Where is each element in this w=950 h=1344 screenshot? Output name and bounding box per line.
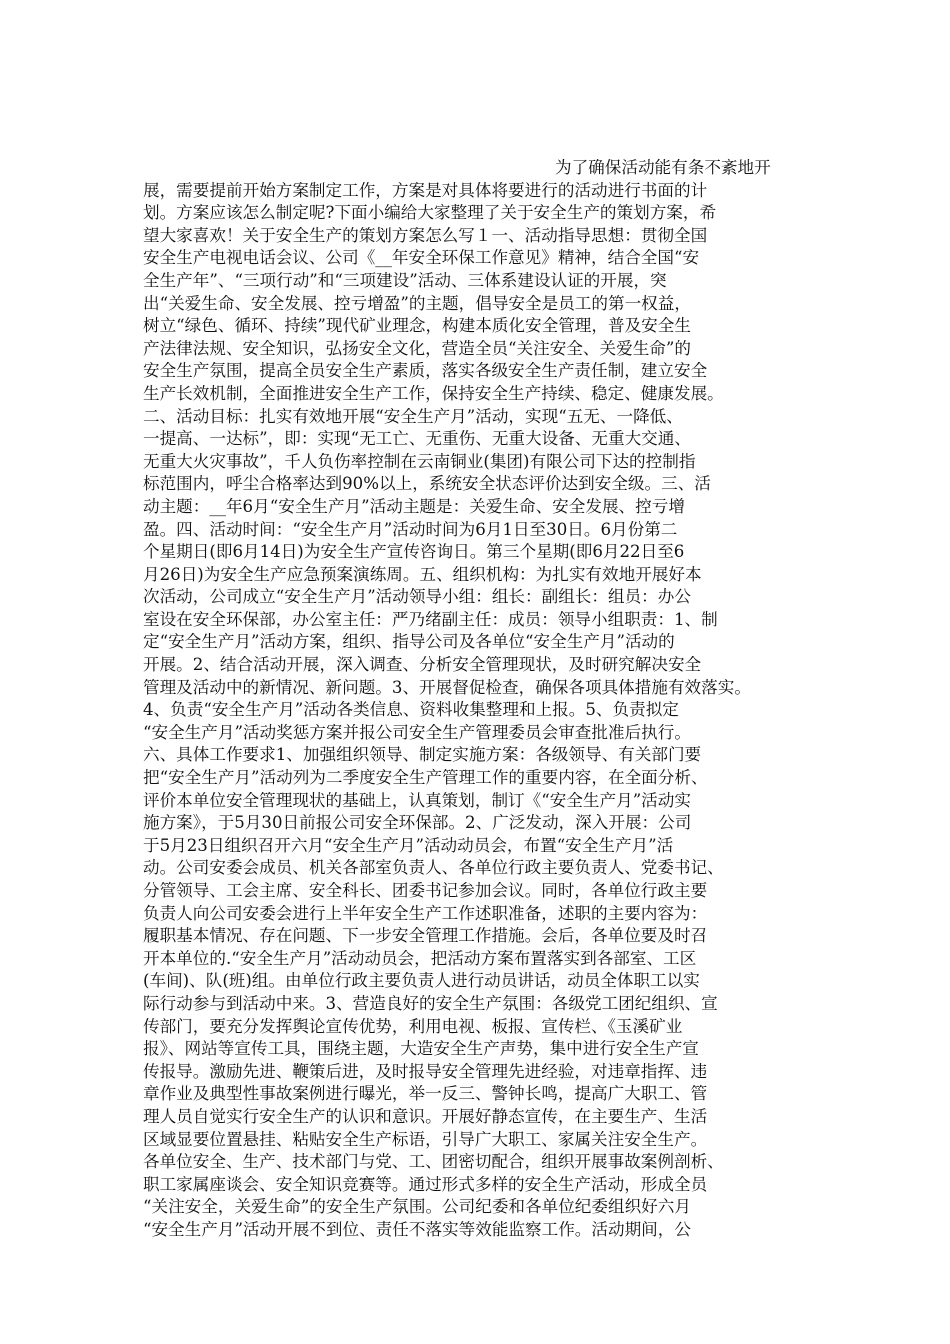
text-line: 划。方案应该怎么制定呢?下面小编给大家整理了关于安全生产的策划方案，希: [143, 203, 717, 223]
text-line: 六、具体工作要求1、加强组织领导、制定实施方案：各级领导、有关部门要: [143, 745, 702, 765]
text-line: 开本单位的.“安全生产月”活动动员会，把活动方案布置落实到各部室、工区: [143, 948, 697, 968]
text-line: 际行动参与到活动中来。3、营造良好的安全生产氛围：各级党工团纪组织、宣: [143, 993, 718, 1013]
text-line: 月26日)为安全生产应急预案演练周。五、组织机构：为扎实有效地开展好本: [143, 564, 702, 584]
text-line: 次活动，公司成立“安全生产月”活动领导小组：组长：副组长：组员：办公: [143, 587, 691, 607]
text-line: 把“安全生产月”活动列为二季度安全生产管理工作的重要内容，在全面分析、: [143, 768, 708, 788]
text-line: 个星期日(即6月14日)为安全生产宣传咨询日。第三个星期(即6月22日至6: [143, 542, 685, 562]
text-line: 动。公司安委会成员、机关各部室负责人、各单位行政主要负责人、党委书记、: [143, 858, 724, 878]
text-line: “安全生产月”活动开展不到位、责任不落实等效能监察工作。活动期间，公: [143, 1219, 691, 1239]
text-line: 室设在安全环保部，办公室主任：严乃绪副主任：成员：领导小组职责：1、制: [143, 609, 718, 629]
text-line: 传报导。激励先进、鞭策后进，及时报导安全管理先进经验，对违章指挥、违: [143, 1061, 708, 1081]
text-line: 于5月23日组织召开六月“安全生产月”活动动员会，布置“安全生产月”活: [143, 835, 674, 855]
text-line: 标范围内，呼尘合格率达到90%以上，系统安全状态评价达到安全级。三、活: [143, 474, 711, 494]
text-line: “关注安全，关爱生命”的安全生产氛围。公司纪委和各单位纪委组织好六月: [143, 1197, 691, 1217]
text-line: 章作业及典型性事故案例进行曝光，举一反三、警钟长鸣，提高广大职工、管: [143, 1084, 708, 1104]
text-line: 区域显要位置悬挂、粘贴安全生产标语，引导广大职工、家属关注安全生产。: [143, 1129, 708, 1149]
text-line: 盈。四、活动时间：“安全生产月”活动时间为6月1日至30日。6月份第二: [143, 519, 678, 539]
text-line: 理人员自觉实行安全生产的认识和意识。开展好静态宣传，在主要生产、生活: [143, 1106, 708, 1126]
text-line: 展，需要提前开始方案制定工作，方案是对具体将要进行的活动进行书面的计: [143, 180, 708, 200]
text-line: (车间)、队(班)组。由单位行政主要负责人进行动员讲话，动员全体职工以实: [143, 971, 700, 991]
text-line: 全生产年”、“三项行动”和“三项建设”活动、三体系建设认证的开展，突: [143, 270, 667, 290]
text-line: 分管领导、工会主席、安全科长、团委书记参加会议。同时，各单位行政主要: [143, 881, 708, 900]
text-line: 职工家属座谈会、安全知识竞赛等。通过形式多样的安全生产活动，形成全员: [143, 1174, 708, 1194]
text-line: 4、负责“安全生产月”活动各类信息、资料收集整理和上报。5、负责拟定: [143, 700, 679, 720]
text-line: 出“关爱生命、安全发展、控亏增盈”的主题，倡导安全是员工的第一权益，: [143, 293, 691, 313]
text-line: 施方案》，于5月30日前报公司安全环保部。2、广泛发动，深入开展：公司: [143, 813, 692, 833]
text-line: 为了确保活动能有条不紊地开: [555, 158, 771, 177]
text-line: 定“安全生产月”活动方案，组织、指导公司及各单位“安全生产月”活动的: [143, 632, 675, 652]
text-line: “安全生产月”活动奖惩方案并报公司安全生产管理委员会审查批准后执行。: [143, 722, 691, 742]
text-line: 动主题：__年6月“安全生产月”活动主题是：关爱生命、安全发展、控亏增: [143, 496, 685, 516]
text-line: 无重大火灾事故”，千人负伤率控制在云南铜业(集团)有限公司下达的控制指: [143, 451, 696, 471]
text-line: 履职基本情况、存在问题、下一步安全管理工作措施。会后，各单位要及时召: [143, 926, 708, 946]
text-line: 生产长效机制，全面推进安全生产工作，保持安全生产持续、稳定、健康发展。: [143, 383, 724, 403]
text-line: 各单位安全、生产、技术部门与党、工、团密切配合，组织开展事故案例剖析、: [143, 1152, 724, 1172]
text-line: 管理及活动中的新情况、新问题。3、开展督促检查，确保各项具体措施有效落实。: [143, 677, 751, 697]
text-line: 一提高、一达标”，即：实现“无工亡、无重伤、无重大设备、无重大交通、: [143, 429, 691, 449]
text-line: 望大家喜欢！关于安全生产的策划方案怎么写１一、活动指导思想：贯彻全国: [143, 225, 708, 245]
body-text: [143, 157, 823, 1242]
text-line: 传部门，要充分发挥舆论宣传优势，利用电视、板报、宣传栏、《玉溪矿业: [143, 1016, 683, 1036]
text-line: 二、活动目标：扎实有效地开展“安全生产月”活动，实现“五无、一降低、: [143, 406, 683, 426]
text-line: 安全生产电视电话会议、公司《__年安全环保工作意见》精神，结合全国“安: [143, 248, 700, 268]
text-line: 负责人向公司安委会进行上半年安全生产工作述职准备，述职的主要内容为：: [143, 903, 708, 923]
text-line: 树立“绿色、循环、持续”现代矿业理念，构建本质化安全管理，普及安全生: [143, 316, 691, 336]
text-line: 开展。2、结合活动开展，深入调查、分析安全管理现状，及时研究解决安全: [143, 655, 702, 675]
text-line: 产法律法规、安全知识，弘扬安全文化，营造全员“关注安全、关爱生命”的: [143, 338, 691, 358]
text-line: 报》、网站等宣传工具，围绕主题，大造安全生产声势，集中进行安全生产宣: [143, 1039, 699, 1059]
text-line: 安全生产氛围，提高全员安全生产素质，落实各级安全生产责任制，建立安全: [143, 361, 708, 381]
text-line: 评价本单位安全管理现状的基础上，认真策划，制订《“安全生产月”活动实: [143, 790, 691, 810]
